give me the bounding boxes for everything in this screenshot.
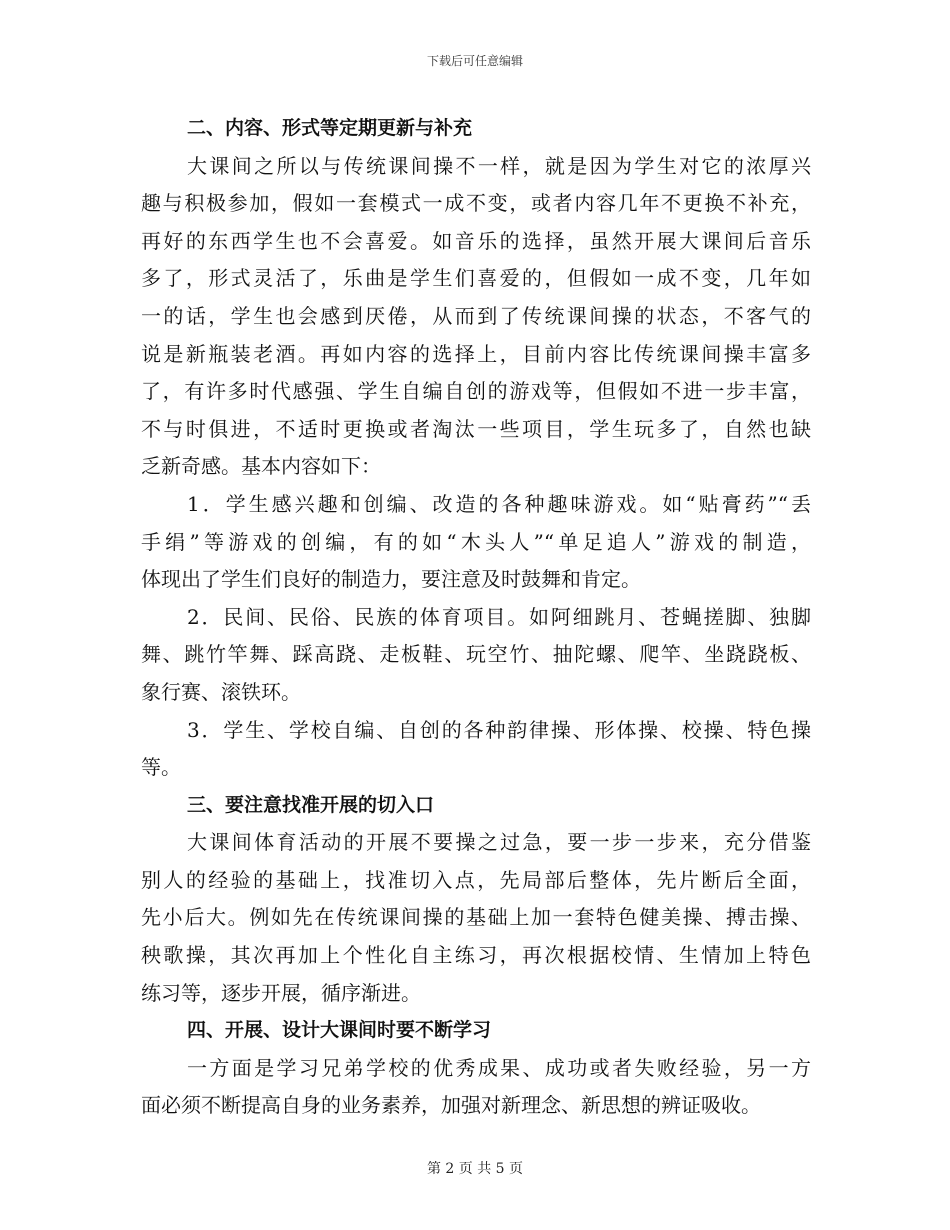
paragraph-line: 大课间体育活动的开展不要操之过急，要一步一步来，充分借鉴: [187, 830, 811, 855]
paragraph-line: 说是新瓶装老酒。再如内容的选择上，目前内容比传统课间操丰富多: [141, 341, 811, 366]
paragraph-line: 了，有许多时代感强、学生自编自创的游戏等，但假如不进一步丰富，: [141, 379, 811, 404]
paragraph-line: 先小后大。例如先在传统课间操的基础上加一套特色健美操、搏击操、: [141, 905, 811, 930]
paragraph-line: 大课间之所以与传统课间操不一样，就是因为学生对它的浓厚兴: [187, 153, 811, 178]
page-header: 下载后可任意编辑: [426, 54, 523, 68]
paragraph-line: 秧歌操，其次再加上个性化自主练习，再次根据校情、生情加上特色: [141, 943, 811, 968]
paragraph-line: 不与时俱进，不适时更换或者淘汰一些项目，学生玩多了，自然也缺: [141, 416, 811, 441]
paragraph-line: 一的话，学生也会感到厌倦，从而到了传统课间操的状态，不客气的: [141, 303, 811, 328]
paragraph-line: 别人的经验的基础上，找准切入点，先局部后整体，先片断后全面，: [141, 867, 811, 892]
list-item-line: 1．学生感兴趣和创编、改造的各种趣味游戏。如“贴膏药”“丢: [187, 491, 811, 516]
list-item-line: 象行赛、滚铁环。: [141, 679, 301, 704]
paragraph-line: 练习等，逐步开展，循序渐进。: [141, 980, 421, 1005]
section-heading-4: 四、开展、设计大课间时要不断学习: [187, 1019, 492, 1042]
list-item-line: 2．民间、民俗、民族的体育项目。如阿细跳月、苍蝇搓脚、独脚: [187, 604, 811, 629]
paragraph-line: 乏新奇感。基本内容如下：: [141, 454, 381, 479]
paragraph-line: 趣与积极参加，假如一套模式一成不变，或者内容几年不更换不补充，: [141, 191, 811, 216]
paragraph-line: 一方面是学习兄弟学校的优秀成果、成功或者失败经验，另一方: [187, 1055, 811, 1080]
section-heading-3: 三、要注意找准开展的切入口: [187, 793, 435, 816]
page-footer: 第 2 页 共 5 页: [426, 1161, 524, 1177]
list-item-line: 手绢”等游戏的创编，有的如“木头人”“单足追人”游戏的制造，: [141, 529, 811, 554]
list-item-line: 体现出了学生们良好的制造力，要注意及时鼓舞和肯定。: [141, 567, 641, 592]
paragraph-line: 再好的东西学生也不会喜爱。如音乐的选择，虽然开展大课间后音乐: [141, 228, 811, 253]
section-heading-2: 二、内容、形式等定期更新与补充: [187, 117, 473, 139]
paragraph-line: 多了，形式灵活了，乐曲是学生们喜爱的，但假如一成不变，几年如: [141, 266, 811, 291]
list-item-line: 3．学生、学校自编、自创的各种韵律操、形体操、校操、特色操: [187, 717, 811, 742]
document-body: [141, 110, 811, 1125]
paragraph-line: 面必须不断提高自身的业务素养，加强对新理念、新思想的辨证吸收。: [141, 1093, 761, 1118]
list-item-line: 等。: [141, 755, 181, 780]
list-item-line: 舞、跳竹竿舞、踩高跷、走板鞋、玩空竹、抽陀螺、爬竿、坐跷跷板、: [141, 642, 811, 667]
